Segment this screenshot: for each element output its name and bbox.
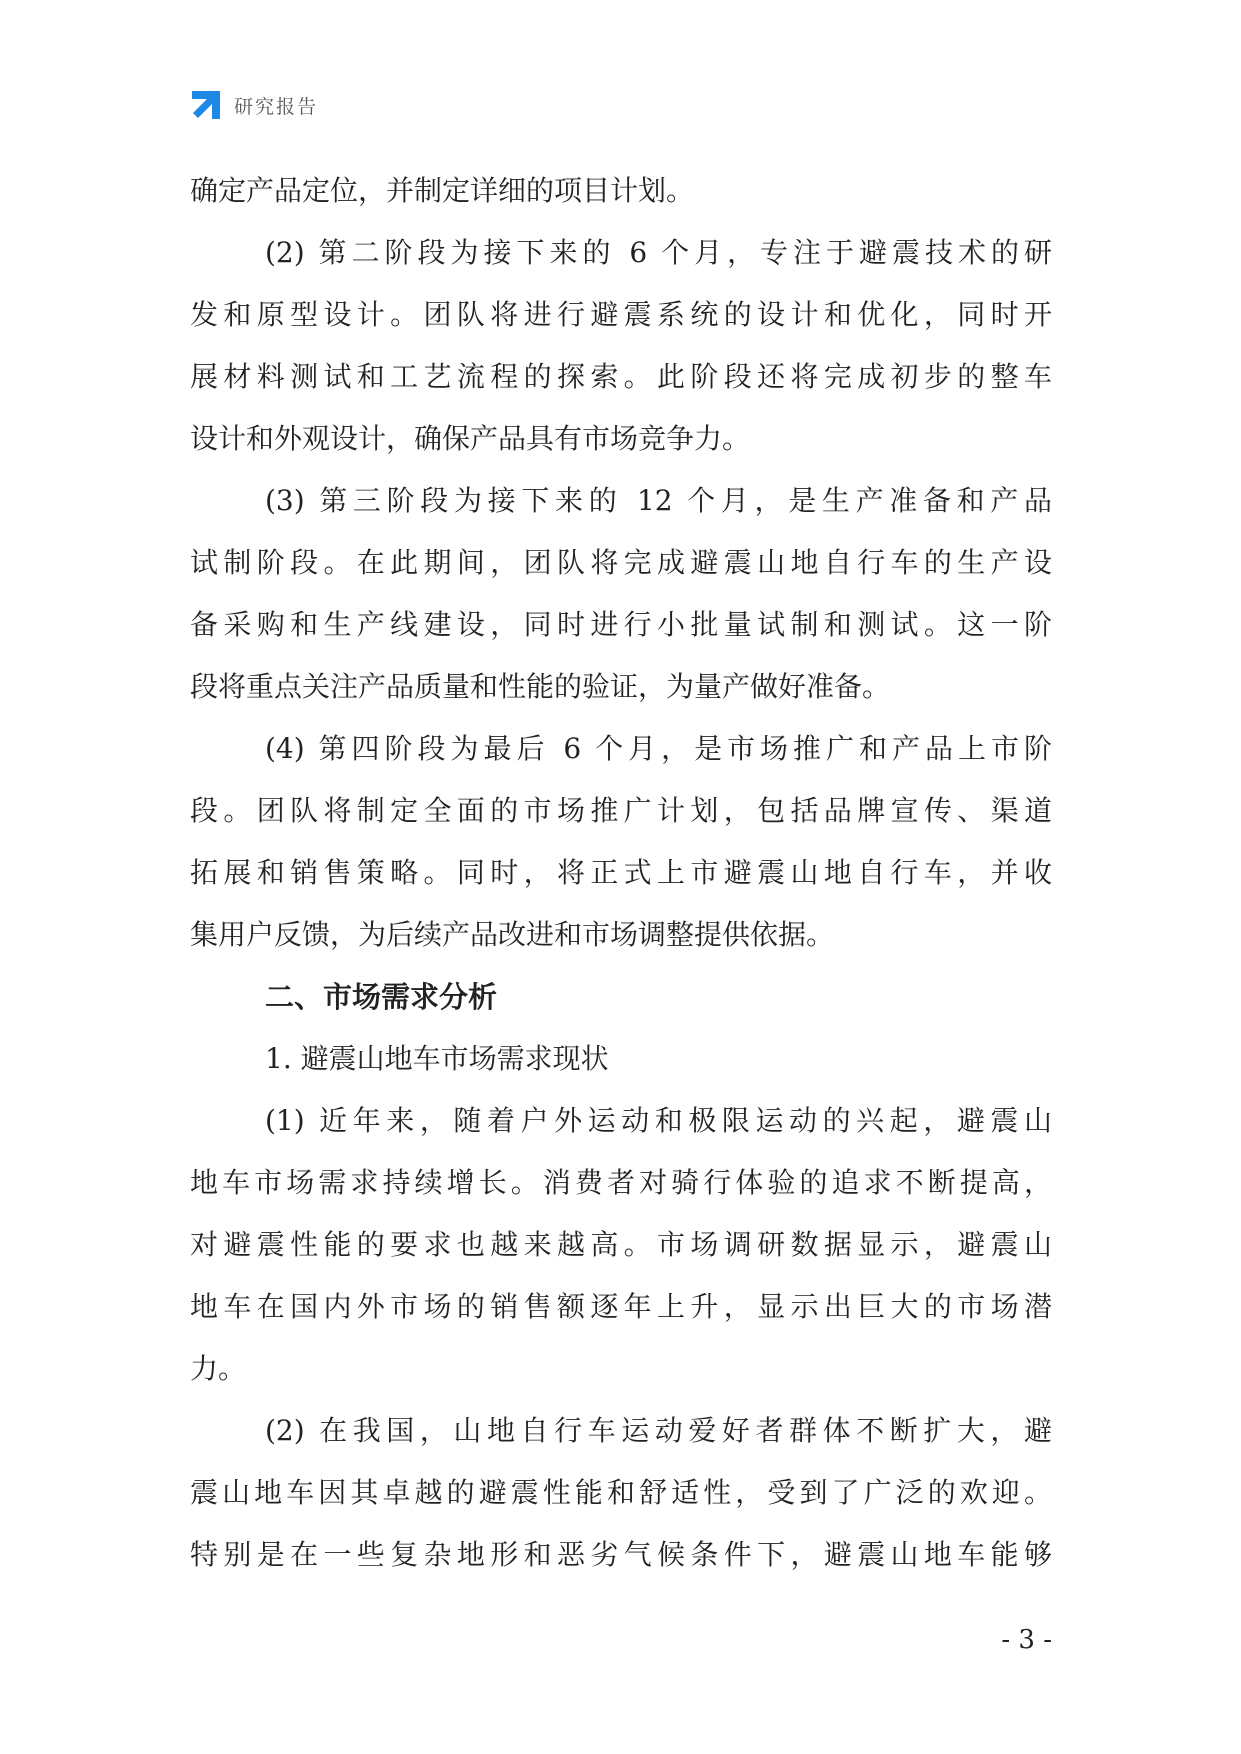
- body-line: 段。团队将制定全面的市场推广计划，包括品牌宣传、渠道: [190, 794, 1052, 827]
- header-title: 研究报告: [234, 95, 319, 118]
- arrow-logo-icon: [190, 89, 222, 121]
- body-line: 备采购和生产线建设，同时进行小批量试制和测试。这一阶: [190, 608, 1052, 641]
- body-line: 发和原型设计。团队将进行避震系统的设计和优化，同时开: [190, 298, 1052, 331]
- body-line: 地车在国内外市场的销售额逐年上升，显示出巨大的市场潜: [190, 1290, 1052, 1323]
- page-header: [190, 88, 318, 122]
- paragraph-start-line: (4) 第四阶段为最后 6 个月，是市场推广和产品上市阶: [265, 732, 1052, 765]
- body-line: 集用户反馈，为后续产品改进和市场调整提供依据。: [190, 918, 835, 951]
- body-line: 地车市场需求持续增长。消费者对骑行体验的追求不断提高，: [190, 1166, 1052, 1199]
- paragraph-start-line: (2) 在我国，山地自行车运动爱好者群体不断扩大，避: [265, 1414, 1052, 1447]
- body-line: 力。: [190, 1352, 247, 1385]
- body-line: 段将重点关注产品质量和性能的验证，为量产做好准备。: [190, 670, 891, 703]
- body-line: 确定产品定位，并制定详细的项目计划。: [190, 174, 695, 207]
- body-line: 试制阶段。在此期间，团队将完成避震山地自行车的生产设: [190, 546, 1052, 579]
- subsection-heading: 1. 避震山地车市场需求现状: [265, 1042, 609, 1075]
- body-line: 对避震性能的要求也越来越高。市场调研数据显示，避震山: [190, 1228, 1052, 1261]
- body-line: 震山地车因其卓越的避震性能和舒适性，受到了广泛的欢迎。: [190, 1476, 1052, 1509]
- paragraph-start-line: (3) 第三阶段为接下来的 12 个月，是生产准备和产品: [265, 484, 1052, 517]
- paragraph-start-line: (2) 第二阶段为接下来的 6 个月，专注于避震技术的研: [265, 236, 1052, 269]
- body-line: 展材料测试和工艺流程的探索。此阶段还将完成初步的整车: [190, 360, 1052, 393]
- paragraph-start-line: (1) 近年来，随着户外运动和极限运动的兴起，避震山: [265, 1104, 1052, 1137]
- document-body: [190, 160, 1052, 1586]
- body-line: 拓展和销售策略。同时，将正式上市避震山地自行车，并收: [190, 856, 1052, 889]
- body-line: 特别是在一些复杂地形和恶劣气候条件下，避震山地车能够: [190, 1538, 1052, 1571]
- page-number: - 3 -: [1001, 1625, 1052, 1655]
- body-line: 设计和外观设计，确保产品具有市场竞争力。: [190, 422, 751, 455]
- section-heading: 二、市场需求分析: [265, 980, 498, 1014]
